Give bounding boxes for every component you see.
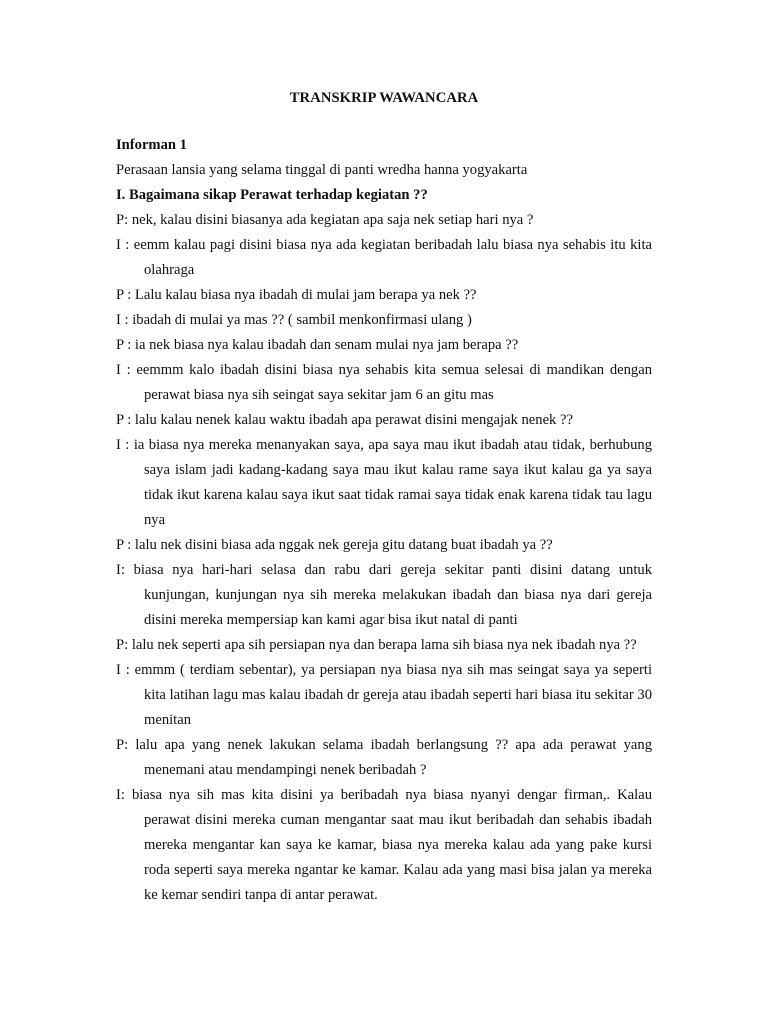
transcript-turn: I : eemmm kalo ibadah disini biasa nya sehabis kita semua selesai di mandikan dengan perawat biasa nya sih seingat saya sekitar jam 6 an gitu mas [116,362,652,403]
transcript-turn: I : emmm ( terdiam sebentar), ya persiapan nya biasa nya sih mas seingat saya ya seperti kita latihan lagu mas kalau ibadah dr gereja atau ibadah seperti hari biasa itu sekitar 30 menitan [116,662,652,728]
transcript-turn: P: lalu nek seperti apa sih persiapan nya dan berapa lama sih biasa nya nek ibadah nya ?? [116,637,637,653]
informant-heading: Informan 1 [116,137,187,153]
interview-transcript [116,208,652,908]
transcript-turn: P : ia nek biasa nya kalau ibadah dan senam mulai nya jam berapa ?? [116,337,519,353]
transcript-turn: I : ia biasa nya mereka menanyakan saya, apa saya mau ikut ibadah atau tidak, berhubung saya islam jadi kadang-kadang saya mau ikut kalau rame saya ikut kalau ga ya saya tidak ikut karena kalau saya ikut saat tidak ramai saya tidak enak karena tidak tau lagu nya [116,437,652,528]
transcript-turn: P: lalu apa yang nenek lakukan selama ibadah berlangsung ?? apa ada perawat yang menemani atau mendampingi nenek beribadah ? [116,737,652,778]
transcript-turn: I: biasa nya sih mas kita disini ya beribadah nya biasa nyanyi dengar firman,. Kalau perawat disini mereka cuman mengantar saat mau ikut beribadah dan sehabis ibadah mereka mengantar kan saya ke kamar, biasa nya mereka kalau ada yang pake kursi roda seperti saya mereka ngantar ke kamar. Kalau ada yang masi bisa jalan ya mereka ke kemar sendiri tanpa di antar perawat. [116,787,652,903]
transcript-turn: I : eemm kalau pagi disini biasa nya ada kegiatan beribadah lalu biasa nya sehabis itu kita olahraga [116,237,652,278]
transcript-turn: I: biasa nya hari-hari selasa dan rabu dari gereja sekitar panti disini datang untuk kunjungan, kunjungan nya sih mereka melakukan ibadah dan biasa nya dari gereja disini mereka mempersiap kan kami agar bisa ikut natal di panti [116,562,652,628]
transcript-turn: I : ibadah di mulai ya mas ?? ( sambil menkonfirmasi ulang ) [116,312,472,328]
transcript-turn: P : lalu nek disini biasa ada nggak nek gereja gitu datang buat ibadah ya ?? [116,537,553,553]
document-body [116,86,652,908]
transcript-turn: P: nek, kalau disini biasanya ada kegiatan apa saja nek setiap hari nya ? [116,212,534,228]
transcript-turn: P : lalu kalau nenek kalau waktu ibadah apa perawat disini mengajak nenek ?? [116,412,573,428]
document-title: TRANSKRIP WAWANCARA [289,90,479,106]
document-subtitle: Perasaan lansia yang selama tinggal di panti wredha hanna yogyakarta [116,162,528,178]
transcript-turn: P : Lalu kalau biasa nya ibadah di mulai jam berapa ya nek ?? [116,287,477,303]
section-heading: I. Bagaimana sikap Perawat terhadap kegiatan ?? [116,187,428,203]
